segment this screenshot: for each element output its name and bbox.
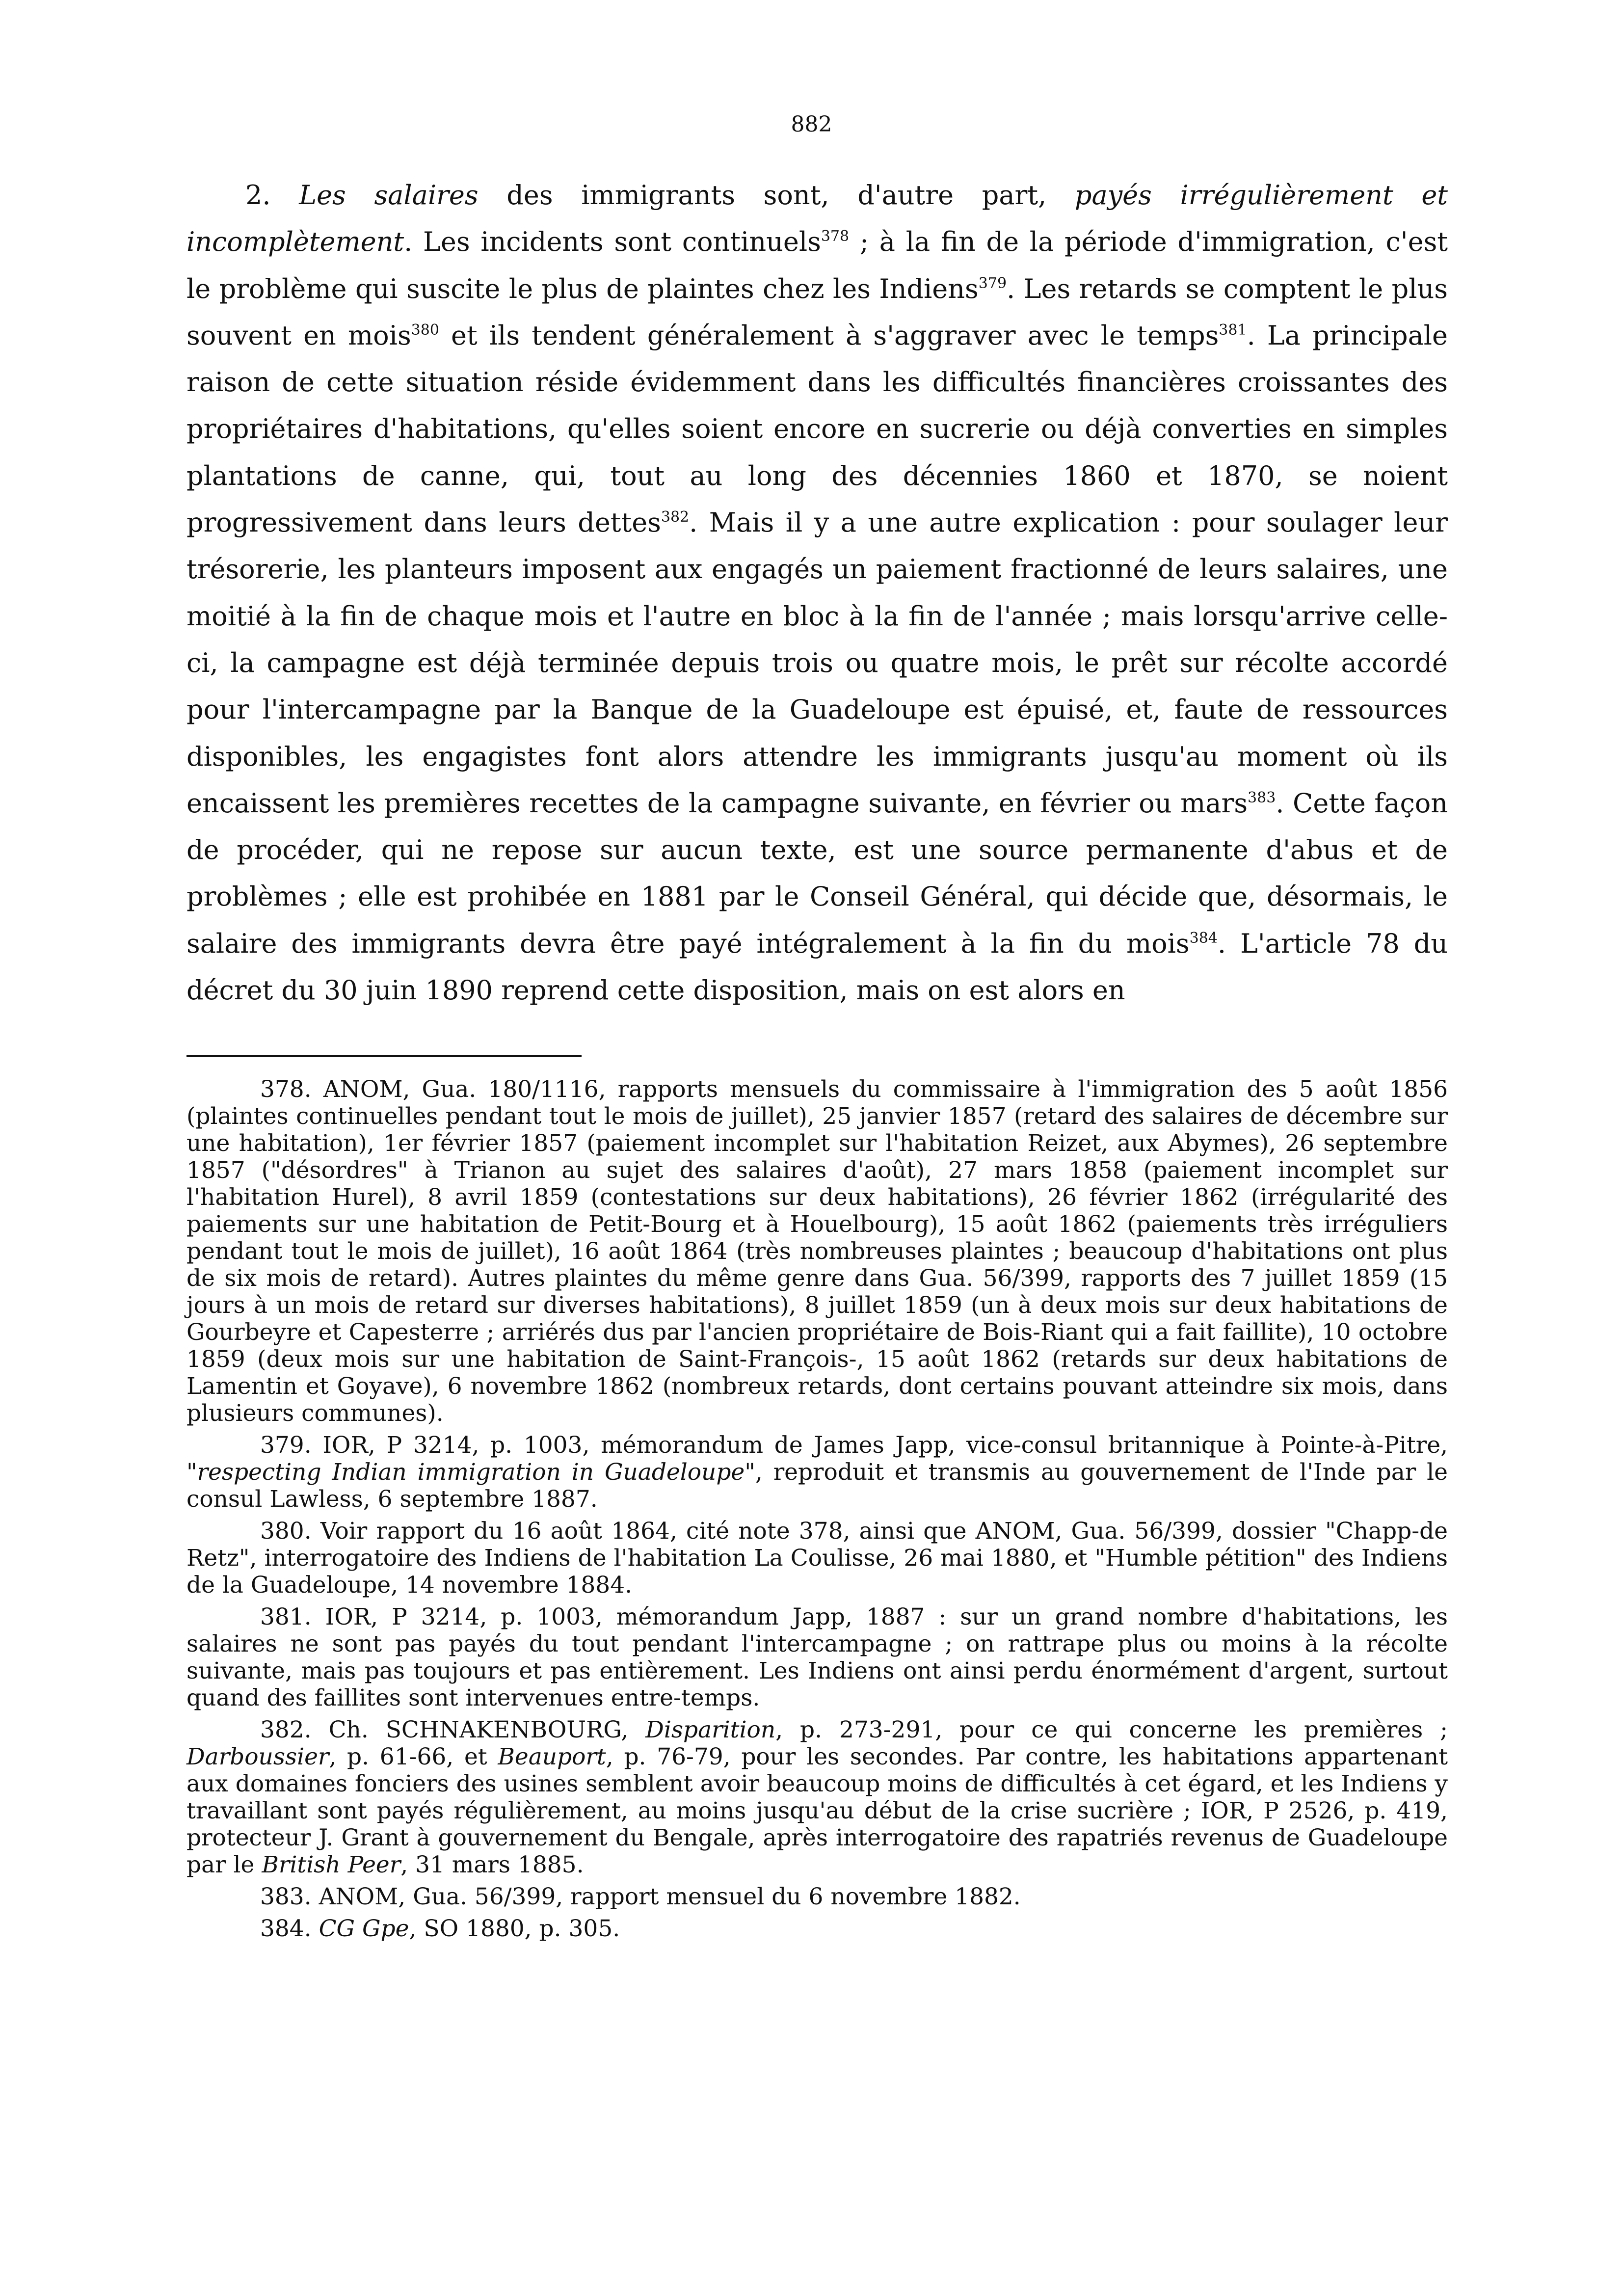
footnote-383: 383. ANOM, Gua. 56/399, rapport mensuel du 6 novembre 1882.: [260, 1883, 1021, 1910]
text-run: . L'article 78 du décret du 30 juin 1890 reprend cette disposition, mais on est alors en: [186, 928, 1448, 1006]
text-run: 384.: [260, 1915, 319, 1942]
text-run: ; à la fin de la période d'immigration, c'est le problème qui suscite le plus de plaintes chez les Indiens: [186, 226, 1448, 304]
text-run: , p. 61-66, et: [329, 1743, 498, 1770]
footnote-380: 380. Voir rapport du 16 août 1864, cité note 378, ainsi que ANOM, Gua. 56/399, dossier "Chapp-de Retz", interrogatoire des Indiens de l'habitation La Coulisse, 26 mai 1880, et "Humble pétition" des Indiens de la Guadeloupe, 14 novembre 1884.: [186, 1518, 1448, 1599]
text-run: , 31 mars 1885.: [400, 1851, 584, 1878]
footnote-381: 381. IOR, P 3214, p. 1003, mémorandum Japp, 1887 : sur un grand nombre d'habitations, les salaires ne sont pas payés du tout pendant l'intercampagne ; on rattrape plus ou moins à la récolte suivante, mais pas toujours et pas entièrement. Les Indiens ont ainsi perdu énormément d'argent, surtout quand des faillites sont intervenues entre-temps.: [186, 1603, 1448, 1711]
footnote-ref-384: 384: [1189, 929, 1218, 947]
footnote-ref-379: 379: [978, 274, 1007, 292]
body-paragraph: [186, 172, 1448, 1014]
text-run: , p. 273-291, pour ce qui concerne les premières ;: [775, 1716, 1448, 1743]
footnote-378: 378. ANOM, Gua. 180/1116, rapports mensuels du commissaire à l'immigration des 5 août 1856 (plaintes continuelles pendant tout le mois de juillet), 25 janvier 1857 (retard des salaires de décembre sur une habitation), 1er février 1857 (paiement incomplet sur l'habitation Reizet, aux Abymes), 26 septembre 1857 ("désordres" à Trianon au sujet des salaires d'août), 27 mars 1858 (paiement incomplet sur l'habitation Hurel), 8 avril 1859 (contestations sur deux habitations), 26 février 1862 (irrégularité des paiements sur une habitation de Petit-Bourg et à Houelbourg), 15 août 1862 (paiements très irréguliers pendant tout le mois de juillet), 16 août 1864 (très nombreuses plaintes ; beaucoup d'habitations ont plus de six mois de retard). Autres plaintes du même genre dans Gua. 56/399, rapports des 7 juillet 1859 (15 jours à un mois de retard sur diverses habitations), 8 juillet 1859 (un à deux mois sur deux habitations de Gourbeyre et Capesterre ; arriérés dus par l'ancien propriétaire de Bois-Riant qui a fait faillite), 10 octobre 1859 (deux mois sur une habitation de Saint-François-, 15 août 1862 (retards sur deux habitations de Lamentin et Goyave), 6 novembre 1862 (nombreux retards, dont certains pouvant atteindre six mois, dans plusieurs communes).: [186, 1076, 1448, 1427]
text-run: , SO 1880, p. 305.: [409, 1915, 620, 1942]
text-run: . La principale raison de cette situation réside évidemment dans les difficultés financières croissantes des propriétaires d'habitations, qu'elles soient encore en sucrerie ou déjà converties en simples plantations de canne, qui, tout au long des décennies 1860 et 1870, se noient progressivement dans leurs dettes: [186, 320, 1448, 538]
text-run: . Mais il y a une autre explication : pour soulager leur trésorerie, les planteurs imposent aux engagés un paiement fractionné de leurs salaires, une moitié à la fin de chaque mois et l'autre en bloc à la fin de l'année ; mais lorsqu'arrive celle-ci, la campagne est déjà terminée depuis trois ou quatre mois, le prêt sur récolte accordé pour l'intercampagne par la Banque de la Guadeloupe est épuisé, et, faute de ressources disponibles, les engagistes font alors attendre les immigrants jusqu'au moment où ils encaissent les premières recettes de la campagne suivante, en février ou mars: [186, 507, 1448, 819]
text-run: 379. IOR, P 3214, p. 1003, mémorandum de James Japp, vice-consul britannique à Pointe-à-Pitre, ": [186, 1432, 1448, 1486]
text-run: . Cette façon de procéder, qui ne repose sur aucun texte, est une source permanente d'abus et de problèmes ; elle est prohibée en 1881 par le Conseil Général, qui décide que, désormais, le salaire des immigrants devra être payé intégralement à la fin du mois: [186, 787, 1448, 959]
footnote-382: [186, 1716, 1448, 1878]
emphasis-payes: payés irrégulièrement et incomplètement: [186, 180, 1448, 258]
footnotes: [186, 1076, 1448, 1947]
emphasis-title: Disparition: [645, 1716, 776, 1743]
footnote-separator: [186, 1055, 582, 1057]
footnote-ref-382: 382: [661, 508, 690, 526]
emphasis-title: respecting Indian immigration in Guadeloupe: [197, 1459, 745, 1486]
text-run: 2.: [245, 180, 299, 211]
emphasis-salaires: Les salaires: [299, 180, 479, 211]
text-run: . Les retards se comptent le plus souvent en mois: [186, 273, 1448, 351]
footnote-ref-380: 380: [411, 321, 439, 339]
footnote-384: [186, 1915, 1448, 1942]
page-number: 882: [791, 112, 832, 137]
text-run: , p. 76-79, pour les secondes. Par contre, les habitations appartenant aux domaines fonciers des usines semblent avoir beaucoup moins de difficultés à cet égard, et les Indiens y travaillant sont payés régulièrement, au moins jusqu'au début de la crise sucrière ; IOR, P 2526, p. 419, protecteur J. Grant à gouvernement du Bengale, après interrogatoire des rapatriés revenus de Guadeloupe par le: [186, 1743, 1448, 1878]
emphasis-title: Beauport: [498, 1743, 606, 1770]
footnote-ref-381: 381: [1219, 321, 1247, 339]
emphasis-title: British Peer: [262, 1851, 401, 1878]
emphasis-title: CG Gpe: [319, 1915, 409, 1942]
text-run: ", reproduit et transmis au gouvernement de l'Inde par le consul Lawless, 6 septembre 1887.: [186, 1459, 1448, 1513]
text-run: 382. Ch. SCHNAKENBOURG,: [260, 1716, 646, 1743]
footnote-379: [186, 1432, 1448, 1513]
text-run: et ils tendent généralement à s'aggraver avec le temps: [439, 320, 1219, 351]
footnote-ref-378: 378: [821, 228, 850, 245]
text-run: Les incidents sont continuels: [412, 226, 821, 258]
emphasis-title: Darboussier: [186, 1743, 329, 1770]
text-run: des immigrants sont, d'autre part,: [478, 180, 1075, 211]
main-text: [186, 172, 1448, 1014]
text-run: .: [404, 226, 413, 258]
footnote-ref-383: 383: [1248, 789, 1276, 806]
